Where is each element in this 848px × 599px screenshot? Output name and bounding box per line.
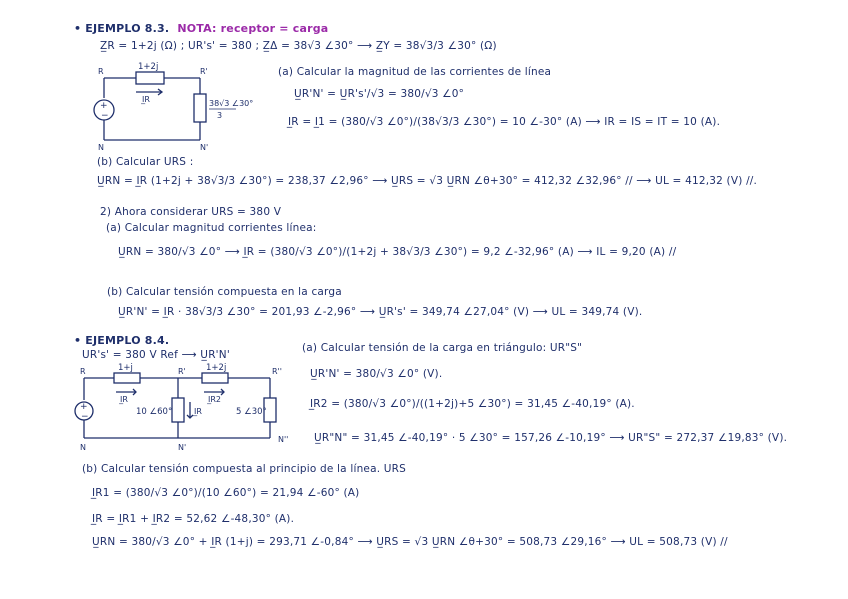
node-r: R <box>98 67 104 76</box>
node-n: N <box>80 443 86 452</box>
example-8-4-heading <box>74 334 169 347</box>
source-minus-sign: − <box>101 111 109 121</box>
part-2b-eq: U̲R'N' = I̲R · 38√3/3 ∠30° = 201,93 ∠-2,96° ⟶ U̲R's' = 349,74 ∠27,04° (V) ⟶ UL = 349,74 (V). <box>118 306 643 318</box>
part-2a-eq: U̲RN = 380/√3 ∠0° ⟶ I̲R = (380/√3 ∠0°)/(1+2j + 38√3/3 ∠30°) = 9,2 ∠-32,96° (A) ⟶ IL = 9,20 (A) // <box>118 246 677 258</box>
source-plus-sign: + <box>100 101 108 111</box>
circuit-diagram-8-4 <box>74 364 296 454</box>
part-2a-title: (a) Calcular magnitud corrientes línea: <box>106 222 317 234</box>
shunt-impedance-label: 10 ∠60° <box>136 407 173 417</box>
part-a-eq1-8-3: U̲R'N' = U̲R's'/√3 = 380/√3 ∠0° <box>294 88 465 100</box>
part-b-eq-8-3: U̲RN = I̲R (1+2j + 38√3/3 ∠30°) = 238,37 ∠2,96° ⟶ U̲RS = √3 U̲RN ∠θ+30° = 412,32 ∠32,96° // ⟶ UL = 412,32 (V) //. <box>97 175 758 187</box>
circuit-diagram-8-3 <box>88 60 254 152</box>
source-plus-sign: + <box>80 402 88 412</box>
node-rp: R' <box>200 67 208 76</box>
node-rp: R' <box>178 367 186 376</box>
part-b-title-8-3: (b) Calcular URS : <box>97 156 194 168</box>
impedance-z2-label: 1+2j <box>206 363 227 373</box>
bullet: • <box>74 22 82 35</box>
given-values-8-3: Z̲R = 1+2j (Ω) ; UR's' = 380 ; Z̲Δ = 38√3 ∠30° ⟶ Z̲Y = 38√3/3 ∠30° (Ω) <box>100 40 497 52</box>
part-b-title-8-4: (b) Calcular tensión compuesta al principio de la línea. URS <box>82 463 407 475</box>
bullet: • <box>74 334 82 347</box>
example-title: EJEMPLO 8.4. <box>85 334 170 347</box>
part-b-eq2-8-4: I̲R = I̲R1 + I̲R2 = 52,62 ∠-48,30° (A). <box>92 513 295 525</box>
part-a-eq3-8-4: U̲R"N" = 31,45 ∠-40,19° · 5 ∠30° = 157,26 ∠-10,19° ⟶ UR"S" = 272,37 ∠19,83° (V). <box>314 432 788 444</box>
node-np: N' <box>200 143 209 152</box>
given-values-8-4: UR's' = 380 V Ref ⟶ U̲R'N' <box>82 349 230 361</box>
source-minus-sign: − <box>81 412 89 422</box>
current-ir2-label: I̲R2 <box>208 395 222 404</box>
current-shunt-label: I̲R <box>194 407 202 416</box>
part-2-title: 2) Ahora considerar URS = 380 V <box>100 206 282 218</box>
current-ir-label: I̲R <box>120 395 128 404</box>
node-r: R <box>80 367 86 376</box>
node-rpp: R'' <box>272 367 282 376</box>
node-np: N' <box>178 443 187 452</box>
line-impedance-label: 1+2j <box>138 62 159 72</box>
load-impedance-denominator: 3 <box>217 111 223 120</box>
node-npp: N'' <box>278 435 289 444</box>
example-title: EJEMPLO 8.3. <box>85 22 170 35</box>
part-b-eq1-8-4: I̲R1 = (380/√3 ∠0°)/(10 ∠60°) = 21,94 ∠-60° (A) <box>92 487 360 499</box>
part-a-eq2-8-4: I̲R2 = (380/√3 ∠0°)/((1+2j)+5 ∠30°) = 31,45 ∠-40,19° (A). <box>310 398 635 410</box>
part-a-eq2-8-3: I̲R = I̲1 = (380/√3 ∠0°)/(38√3/3 ∠30°) = 10 ∠-30° (A) ⟶ IR = IS = IT = 10 (A). <box>288 116 721 128</box>
load-impedance-label: 5 ∠30° <box>236 407 267 417</box>
part-a-title-8-3: (a) Calcular la magnitud de las corrientes de línea <box>278 66 552 78</box>
part-2b-title: (b) Calcular tensión compuesta en la carga <box>107 286 342 298</box>
note-label: NOTA: receptor = carga <box>177 22 329 35</box>
part-a-eq1-8-4: U̲R'N' = 380/√3 ∠0° (V). <box>310 368 443 380</box>
node-n: N <box>98 143 104 152</box>
part-a-title-8-4: (a) Calcular tensión de la carga en triángulo: UR"S" <box>302 342 583 354</box>
impedance-z1-label: 1+j <box>118 363 133 373</box>
part-b-eq3-8-4: U̲RN = 380/√3 ∠0° + I̲R (1+j) = 293,71 ∠-0,84° ⟶ U̲RS = √3 U̲RN ∠θ+30° = 508,73 ∠29,16° ⟶ UL = 508,73 (V) // <box>92 536 728 548</box>
load-impedance-label: 38√3 ∠30° <box>209 99 254 108</box>
example-8-3-heading <box>74 22 328 35</box>
current-label: I̲R <box>142 95 150 104</box>
